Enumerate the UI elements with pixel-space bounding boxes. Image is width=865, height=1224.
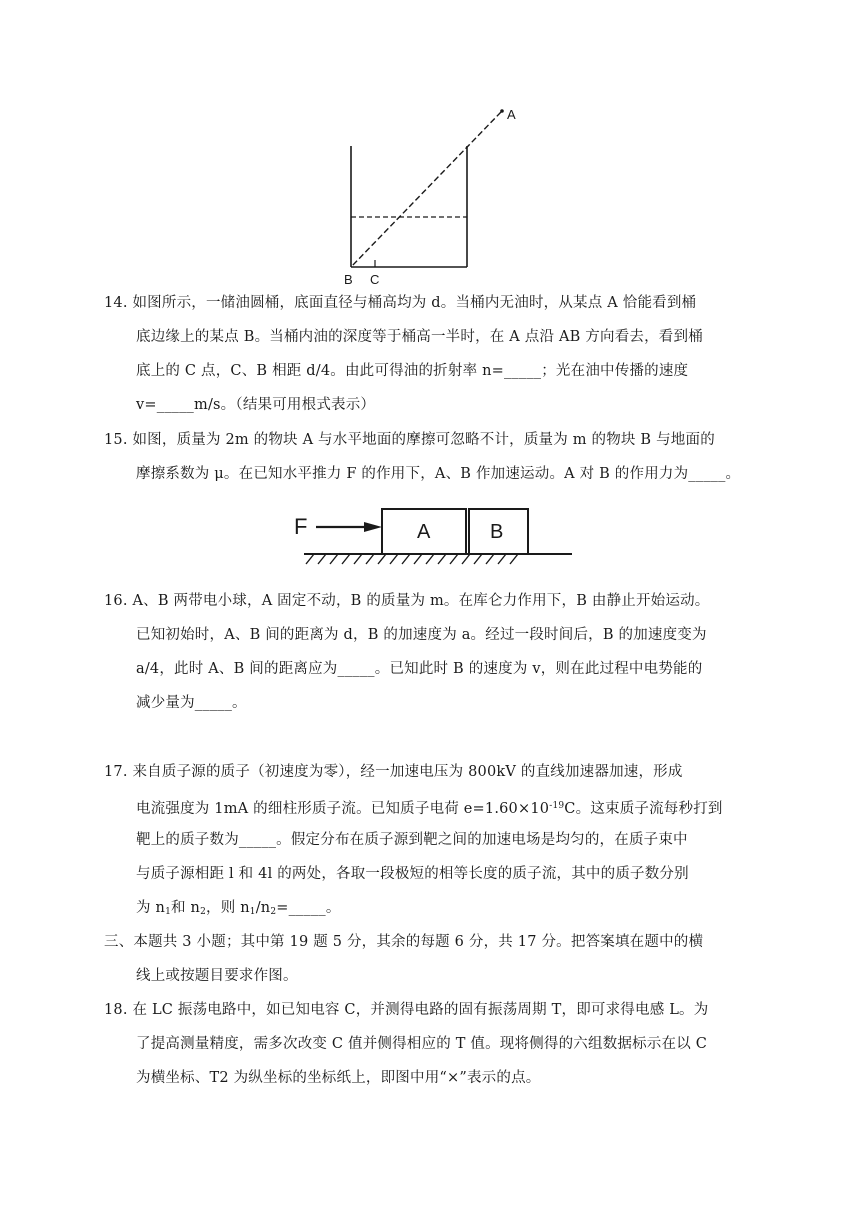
label-C: C <box>370 272 380 287</box>
q17-l5-b: 和 n <box>171 900 201 916</box>
q14-line-1: 14. 如图所示，一储油圆桶，底面直径与桶高均为 d。当桶内无油时，从某点 A 恰能看到桶 <box>104 295 697 311</box>
q18-line-3: 为横坐标、T2 为纵坐标的坐标纸上，即图中用“×”表示的点。 <box>136 1070 541 1086</box>
force-arrow-head <box>364 522 382 532</box>
q17-l5-s4: 2 <box>270 907 277 917</box>
q17-exponent: -19 <box>549 801 565 811</box>
q16-line-1: 16. A、B 两带电小球，A 固定不动，B 的质量为 m。在库仑力作用下，B 由静止开始运动。 <box>104 593 710 609</box>
q18-line-2: 了提高测量精度，需多次改变 C 值并侧得相应的 T 值。现将侧得的六组数据标示在以 C <box>136 1036 708 1052</box>
q17-l5-c: ，则 n <box>206 900 250 916</box>
q14-line-2: 底边缘上的某点 B。当桶内油的深度等于桶高一半时，在 A 点沿 AB 方向看去，看到桶 <box>136 329 703 345</box>
q17-l5-e: =_____。 <box>276 900 341 916</box>
q17-line-5 <box>136 898 341 922</box>
q17-line-4: 与质子源相距 l 和 4l 的两处，各取一段极短的相等长度的质子流，其中的质子数分别 <box>136 866 689 882</box>
label-B: B <box>344 272 353 287</box>
q18-line-1: 18. 在 LC 振荡电路中，如已知电容 C，并测得电路的固有振荡周期 T，即可求得电感 L。为 <box>104 1002 709 1018</box>
q16-line-3: a/4，此时 A、B 间的距离应为_____。已知此时 B 的速度为 v，则在此过程中电势能的 <box>136 661 703 677</box>
q17-line-3: 靶上的质子数为_____。假定分布在质子源到靶之间的加速电场是均匀的，在质子束中 <box>136 832 688 848</box>
point-A-marker <box>500 109 504 113</box>
q14-line-3: 底上的 C 点，C、B 相距 d/4。由此可得油的折射率 n=_____；光在油中传播的速度 <box>136 363 689 379</box>
q17-l5-s1: 1 <box>165 907 171 917</box>
q17-l5-a: 为 n <box>136 900 166 916</box>
sight-line-AB <box>351 112 501 267</box>
q16-line-2: 已知初始时，A、B 间的距离为 d，B 的加速度为 a。经过一段时间后，B 的加速度变为 <box>136 627 707 643</box>
q16-line-4: 减少量为_____。 <box>136 695 247 711</box>
q15-line-1: 15. 如图，质量为 2m 的物块 A 与水平地面的摩擦可忽略不计，质量为 m 的物块 B 与地面的 <box>104 432 715 448</box>
label-block-A: A <box>417 521 431 543</box>
ground-hatching <box>306 554 518 564</box>
q17-line-1: 17. 来自质子源的质子（初速度为零），经一加速电压为 800kV 的直线加速器加速，形成 <box>104 764 683 780</box>
oil-barrel-figure <box>335 100 535 290</box>
q17-l5-s3: 1 <box>249 907 256 917</box>
label-A: A <box>507 107 516 122</box>
section3-line-1: 三、本题共 3 小题；其中第 19 题 5 分，其余的每题 6 分，共 17 分。把答案填在题中的横 <box>104 934 704 950</box>
section3-line-2: 线上或按题目要求作图。 <box>136 968 298 984</box>
q14-line-4: v=_____m/s。（结果可用根式表示） <box>136 397 376 413</box>
q17-line-2 <box>136 796 723 819</box>
q17-l5-d: /n <box>255 900 271 916</box>
blocks-figure <box>290 500 580 572</box>
q17-l5-s2: 2 <box>200 907 206 917</box>
q15-line-2: 摩擦系数为 μ。在已知水平推力 F 的作用下，A、B 作加速运动。A 对 B 的作用力为_____。 <box>136 466 741 482</box>
label-block-B: B <box>490 521 504 543</box>
q17-line-2-tail: C。这束质子流每秒打到 <box>564 801 723 817</box>
label-F: F <box>294 514 308 539</box>
q17-line-2-text: 电流强度为 1mA 的细柱形质子流。已知质子电荷 e=1.60×10 <box>136 801 550 817</box>
